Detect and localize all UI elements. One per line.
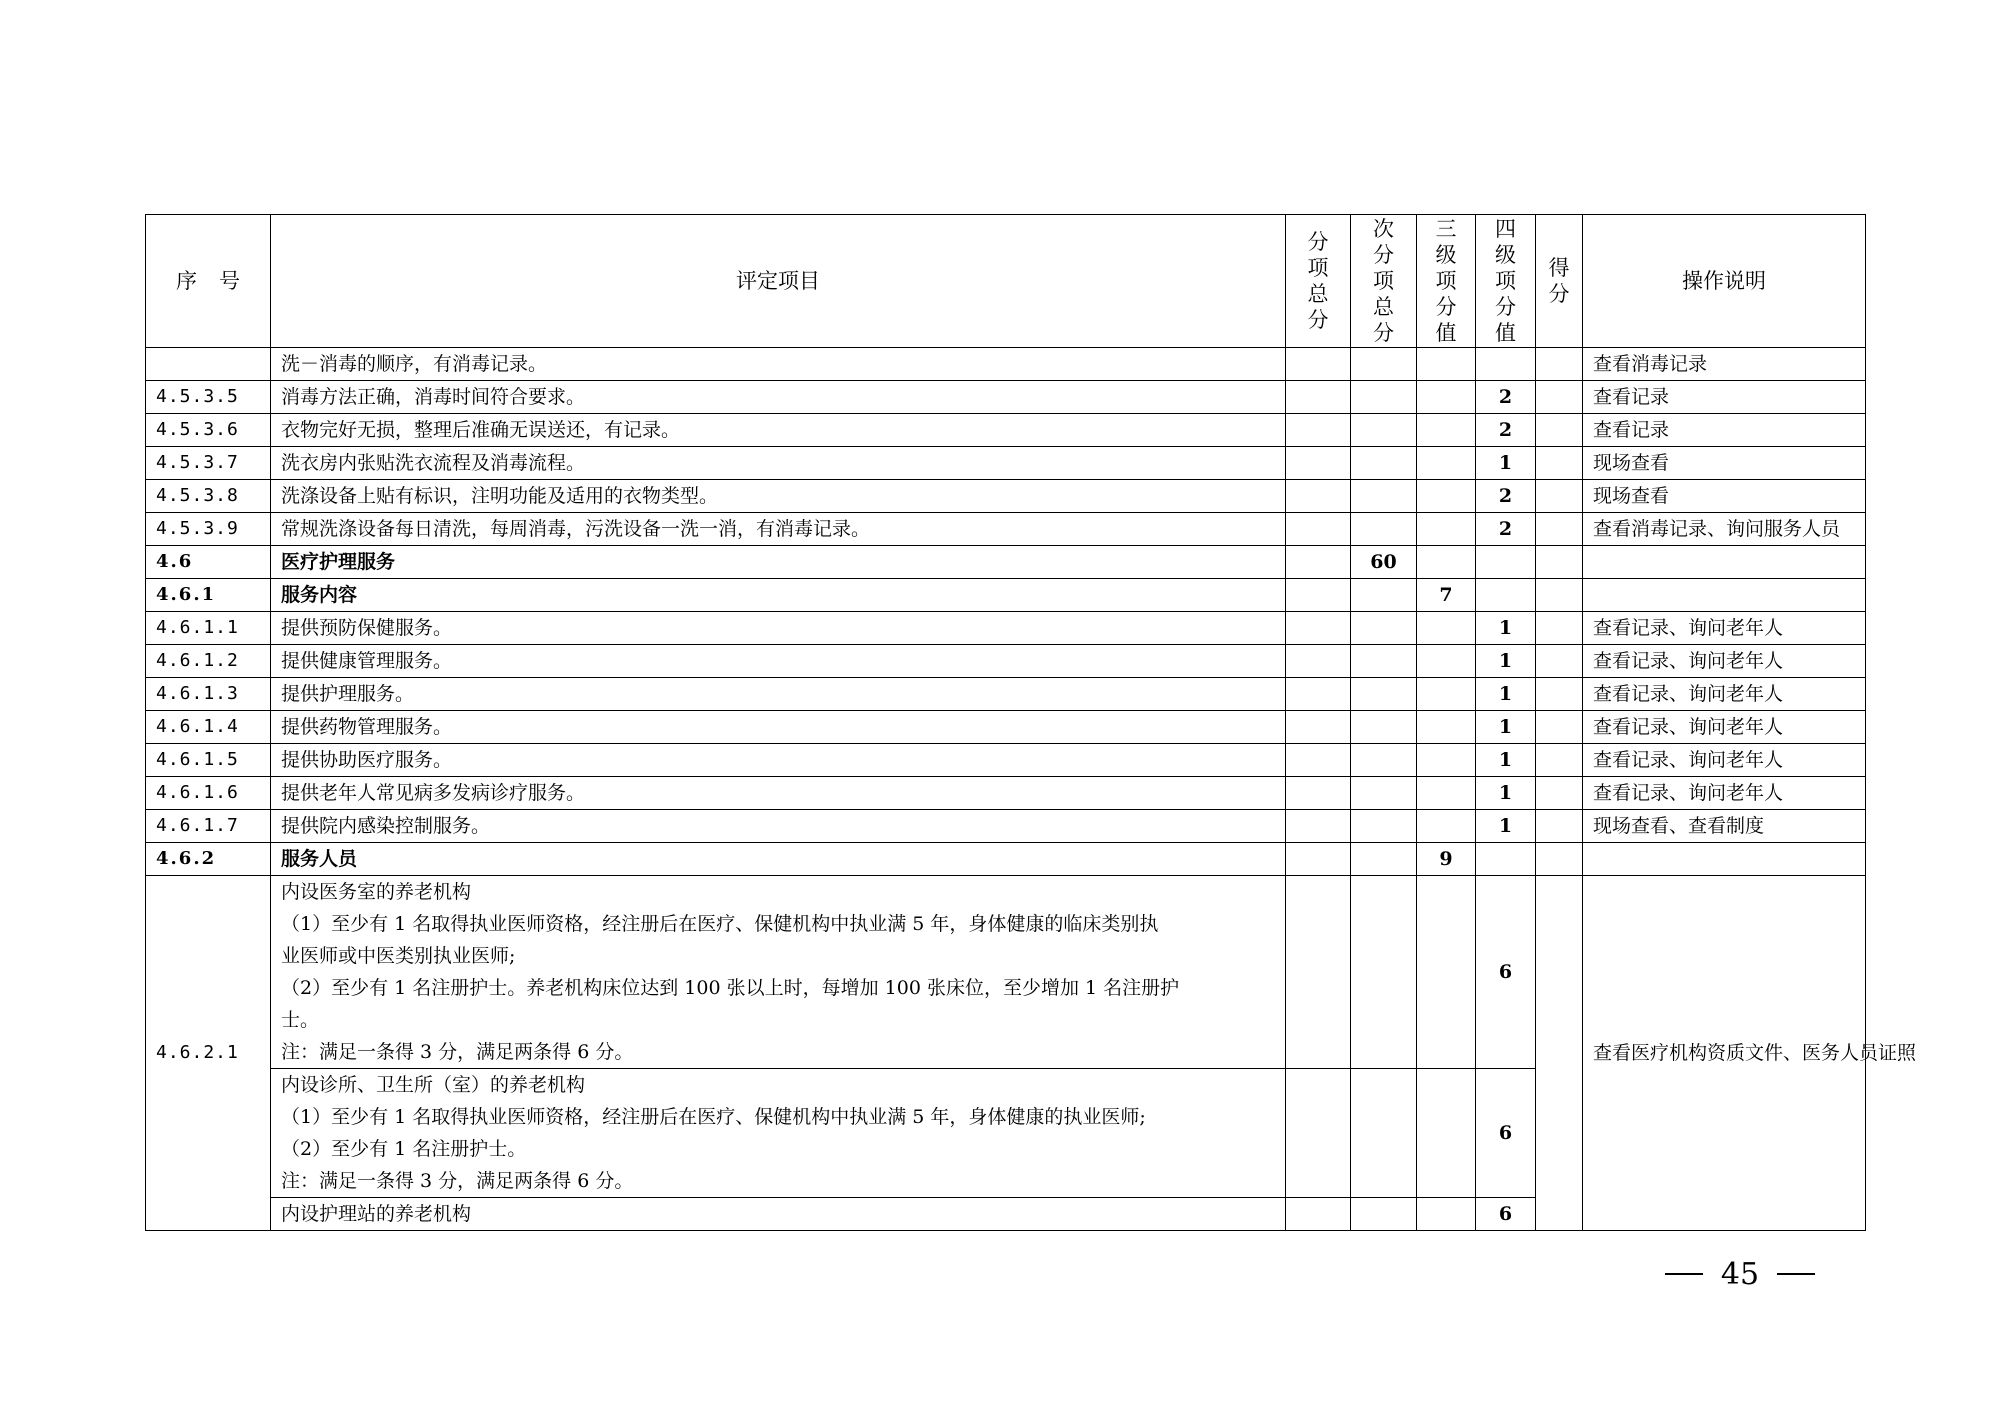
item-line: （2）至少有 1 名注册护士。养老机构床位达到 100 张以上时，每增加 100 张床位，至少增加 1 名注册护 [281,977,1180,999]
row-operation: 查看记录 [1583,381,1866,414]
row-score [1536,579,1583,612]
row-subtotal [1286,744,1351,777]
row-item: 常规洗涤设备每日清洗，每周消毒，污洗设备一洗一消，有消毒记录。 [271,513,1286,546]
row-level4: 2 [1476,381,1536,414]
row-subtotal [1286,645,1351,678]
row-operation: 查看记录、询问老年人 [1583,678,1866,711]
row-seq: 4.5.3.7 [146,447,271,480]
row-seq: 4.6.1.5 [146,744,271,777]
row-score [1536,777,1583,810]
row-level3 [1417,744,1476,777]
row-level3 [1417,711,1476,744]
item-line: 内设医务室的养老机构 [281,881,472,903]
row-subtotal [1286,1198,1351,1231]
row-seq: 4.6.1 [146,579,271,612]
row-subtotal [1286,843,1351,876]
table-row [146,579,1866,612]
row-level4: 6 [1476,1069,1536,1198]
row-score [1536,810,1583,843]
row-sub-subtotal [1351,711,1417,744]
row-level4: 1 [1476,447,1536,480]
row-level3 [1417,876,1476,1069]
row-level4: 1 [1476,711,1536,744]
row-operation: 现场查看、查看制度 [1583,810,1866,843]
row-operation: 现场查看 [1583,480,1866,513]
row-level3 [1417,513,1476,546]
header-subtotal: 分项总分 [1286,215,1351,348]
table-row [146,381,1866,414]
row-item: 提供健康管理服务。 [271,645,1286,678]
table-row [146,612,1866,645]
row-level3 [1417,645,1476,678]
row-level3 [1417,1069,1476,1198]
row-score [1536,612,1583,645]
row-level3 [1417,777,1476,810]
row-operation: 查看记录、询问老年人 [1583,744,1866,777]
item-line: 内设护理站的养老机构 [281,1203,472,1225]
header-level3: 三级项分值 [1417,215,1476,348]
item-line: （2）至少有 1 名注册护士。 [281,1138,527,1160]
row-item: 洗－消毒的顺序，有消毒记录。 [271,348,1286,381]
table-row [146,447,1866,480]
row-level4: 2 [1476,513,1536,546]
row-sub-subtotal [1351,678,1417,711]
row-operation: 查看记录、询问老年人 [1583,612,1866,645]
item-line: 注：满足一条得 3 分，满足两条得 6 分。 [281,1170,634,1192]
row-level4: 1 [1476,777,1536,810]
row-operation: 查看记录、询问老年人 [1583,645,1866,678]
row-item: 洗衣房内张贴洗衣流程及消毒流程。 [271,447,1286,480]
table-row [146,678,1866,711]
table-row [146,711,1866,744]
row-level4 [1476,579,1536,612]
row-seq: 4.6 [146,546,271,579]
row-level3 [1417,546,1476,579]
row-subtotal [1286,876,1351,1069]
row-subtotal [1286,447,1351,480]
row-sub-subtotal [1351,744,1417,777]
row-seq: 4.6.2 [146,843,271,876]
row-item: 衣物完好无损，整理后准确无误送还，有记录。 [271,414,1286,447]
row-sub-subtotal [1351,1069,1417,1198]
item-line: 内设诊所、卫生所（室）的养老机构 [281,1074,586,1096]
row-level3 [1417,414,1476,447]
row-item: 提供护理服务。 [271,678,1286,711]
row-item: 提供药物管理服务。 [271,711,1286,744]
row-seq: 4.6.1.4 [146,711,271,744]
row-operation: 查看医疗机构资质文件、医务人员证照 [1583,876,1866,1231]
row-operation: 查看消毒记录、询问服务人员 [1583,513,1866,546]
row-level4: 1 [1476,678,1536,711]
row-operation [1583,843,1866,876]
row-level3 [1417,381,1476,414]
row-item: 提供预防保健服务。 [271,612,1286,645]
row-subtotal [1286,711,1351,744]
row-sub-subtotal [1351,579,1417,612]
header-seq: 序号 [146,215,271,348]
table-row-group [146,876,1866,1069]
footer-dash-left [1665,1273,1703,1275]
row-level4: 1 [1476,612,1536,645]
row-sub-subtotal [1351,414,1417,447]
table-header-row [146,215,1866,348]
row-level4 [1476,546,1536,579]
row-level3 [1417,810,1476,843]
row-score [1536,843,1583,876]
row-seq: 4.6.1.3 [146,678,271,711]
row-sub-subtotal [1351,645,1417,678]
table-row [146,645,1866,678]
row-subtotal [1286,480,1351,513]
item-line: 注：满足一条得 3 分，满足两条得 6 分。 [281,1041,634,1063]
row-operation: 查看记录 [1583,414,1866,447]
table-row [146,348,1866,381]
table-row [146,480,1866,513]
row-seq: 4.5.3.5 [146,381,271,414]
row-seq: 4.5.3.6 [146,414,271,447]
row-seq [146,348,271,381]
row-sub-subtotal [1351,348,1417,381]
row-operation: 现场查看 [1583,447,1866,480]
row-score [1536,348,1583,381]
row-item: 提供协助医疗服务。 [271,744,1286,777]
row-operation: 查看记录、询问老年人 [1583,711,1866,744]
row-level4 [1476,843,1536,876]
row-subtotal [1286,1069,1351,1198]
row-sub-subtotal [1351,513,1417,546]
row-item-multiline [271,1069,1286,1198]
row-level4: 2 [1476,480,1536,513]
row-operation [1583,579,1866,612]
row-level4: 6 [1476,1198,1536,1231]
row-level4: 1 [1476,744,1536,777]
row-item: 医疗护理服务 [271,546,1286,579]
row-sub-subtotal [1351,480,1417,513]
row-item: 消毒方法正确，消毒时间符合要求。 [271,381,1286,414]
row-level3 [1417,678,1476,711]
row-seq: 4.6.1.6 [146,777,271,810]
row-sub-subtotal [1351,810,1417,843]
header-operation: 操作说明 [1583,215,1866,348]
row-level3 [1417,1198,1476,1231]
row-item: 洗涤设备上贴有标识，注明功能及适用的衣物类型。 [271,480,1286,513]
row-score [1536,447,1583,480]
row-seq: 4.6.1.7 [146,810,271,843]
row-score [1536,513,1583,546]
row-level3: 7 [1417,579,1476,612]
row-sub-subtotal [1351,612,1417,645]
row-seq: 4.6.2.1 [146,876,271,1231]
table-row [146,513,1866,546]
footer-dash-right [1777,1273,1815,1275]
row-subtotal [1286,777,1351,810]
row-subtotal [1286,579,1351,612]
row-score [1536,711,1583,744]
row-level3 [1417,447,1476,480]
row-sub-subtotal [1351,777,1417,810]
item-line: 士。 [281,1009,320,1031]
item-line: （1）至少有 1 名取得执业医师资格，经注册后在医疗、保健机构中执业满 5 年，身体健康的执业医师; [281,1106,1146,1128]
row-subtotal [1286,678,1351,711]
row-seq: 4.5.3.8 [146,480,271,513]
header-score: 得分 [1536,215,1583,348]
row-subtotal [1286,612,1351,645]
row-subtotal [1286,381,1351,414]
row-level4: 2 [1476,414,1536,447]
row-score [1536,480,1583,513]
row-level3 [1417,612,1476,645]
table-row [146,414,1866,447]
row-item-multiline [271,1198,1286,1231]
row-operation: 查看记录、询问老年人 [1583,777,1866,810]
row-seq: 4.6.1.2 [146,645,271,678]
header-sub-subtotal: 次分项总分 [1351,215,1417,348]
row-subtotal [1286,810,1351,843]
page-number: 45 [1720,1256,1760,1292]
row-subtotal [1286,513,1351,546]
row-operation [1583,546,1866,579]
row-level3 [1417,348,1476,381]
row-score [1536,381,1583,414]
row-sub-subtotal: 60 [1351,546,1417,579]
row-operation: 查看消毒记录 [1583,348,1866,381]
row-subtotal [1286,348,1351,381]
table-row [146,744,1866,777]
row-level4 [1476,348,1536,381]
table-row [146,777,1866,810]
table-row [146,843,1866,876]
row-sub-subtotal [1351,843,1417,876]
row-level4: 1 [1476,810,1536,843]
item-line: （1）至少有 1 名取得执业医师资格，经注册后在医疗、保健机构中执业满 5 年，身体健康的临床类别执 [281,913,1159,935]
row-level3 [1417,480,1476,513]
row-subtotal [1286,414,1351,447]
row-item: 服务人员 [271,843,1286,876]
row-item: 提供老年人常见病多发病诊疗服务。 [271,777,1286,810]
table-row [146,546,1866,579]
row-level4: 6 [1476,876,1536,1069]
page-footer [1665,1254,1815,1294]
row-sub-subtotal [1351,1198,1417,1231]
row-sub-subtotal [1351,876,1417,1069]
row-score [1536,546,1583,579]
header-level4: 四级项分值 [1476,215,1536,348]
header-item: 评定项目 [271,215,1286,348]
table-row [146,810,1866,843]
row-score [1536,678,1583,711]
row-seq: 4.5.3.9 [146,513,271,546]
row-subtotal [1286,546,1351,579]
row-item: 服务内容 [271,579,1286,612]
row-level3: 9 [1417,843,1476,876]
row-score [1536,645,1583,678]
row-sub-subtotal [1351,447,1417,480]
row-score [1536,414,1583,447]
row-level4: 1 [1476,645,1536,678]
row-item-multiline [271,876,1286,1069]
item-line: 业医师或中医类别执业医师; [281,945,516,967]
row-sub-subtotal [1351,381,1417,414]
row-item: 提供院内感染控制服务。 [271,810,1286,843]
evaluation-table [145,214,1917,1231]
row-score [1536,876,1583,1231]
row-seq: 4.6.1.1 [146,612,271,645]
row-score [1536,744,1583,777]
